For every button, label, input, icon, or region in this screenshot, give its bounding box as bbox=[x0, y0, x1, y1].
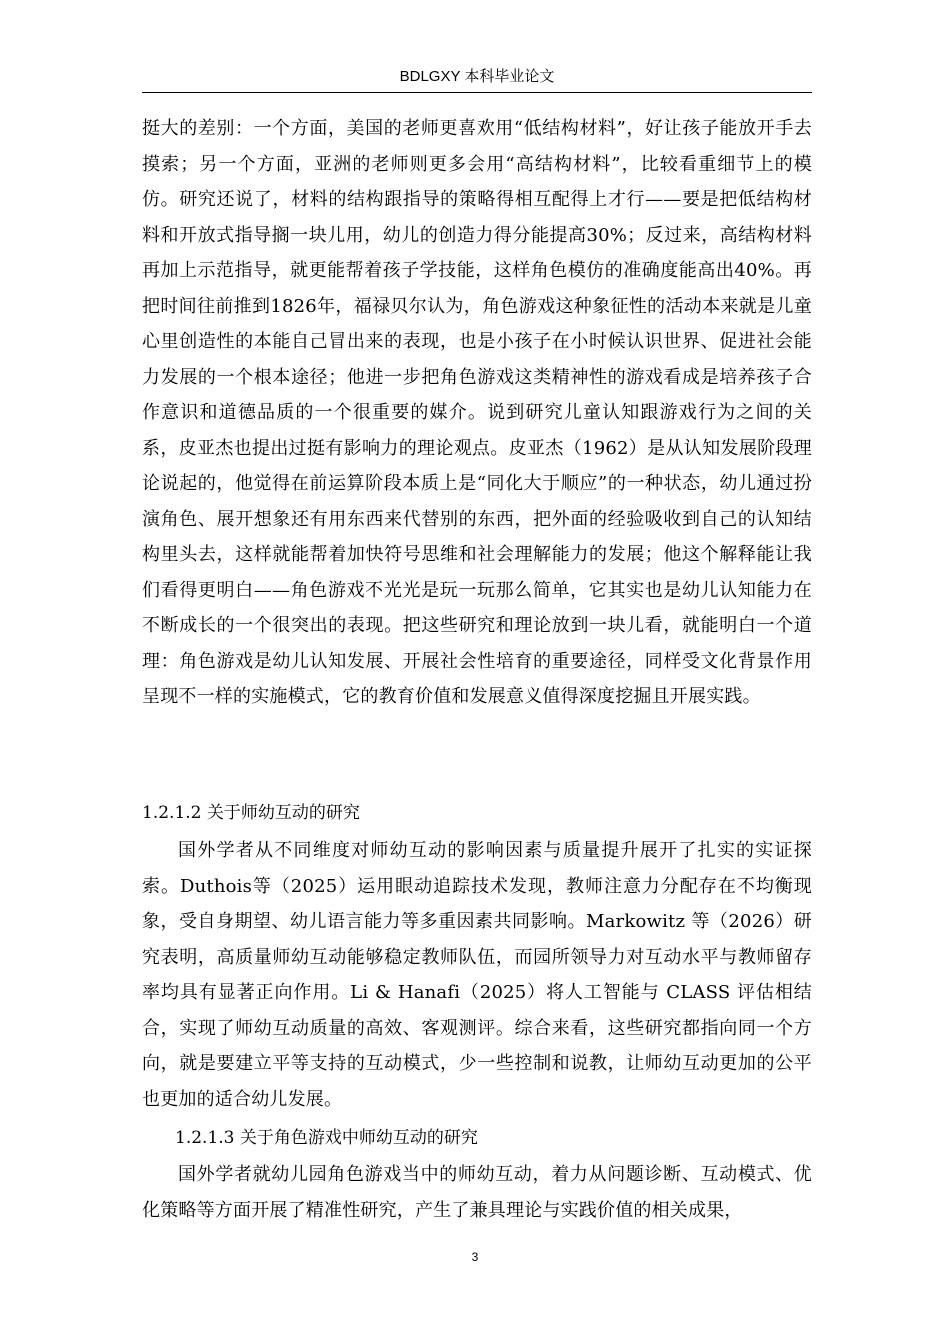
running-header: BDLGXY 本科毕业论文 bbox=[142, 62, 812, 93]
body-paragraph-2: 国外学者从不同维度对师幼互动的影响因素与质量提升展开了扎实的实证探索。Duthois等（2025）运用眼动追踪技术发现，教师注意力分配存在不均衡现象，受自身期望、幼儿语言能力等多重因素共同影响。Markowitz 等（2026）研究表明，高质量师幼互动能够稳定教师队伍，而园所领导力对互动水平与教师留存率均具有显著正向作用。Li & Hanafi（2025）将人工智能与 CLASS 评估相结合，实现了师幼互动质量的高效、客观测评。综合来看，这些研究都指向同一个方向，就是要建立平等支持的互动模式，少一些控制和说教，让师幼互动更加的公平也更加的适合幼儿发展。 bbox=[142, 840, 812, 1110]
body-paragraph-3: 国外学者就幼儿园角色游戏当中的师幼互动，着力从问题诊断、互动模式、优化策略等方面开展了精准性研究，产生了兼具理论与实践价值的相关成果， bbox=[142, 1164, 812, 1221]
body-paragraph-1: 挺大的差别：一个方面，美国的老师更喜欢用“低结构材料”，好让孩子能放开手去摸索；另一个方面，亚洲的老师则更多会用“高结构材料”，比较看重细节上的模仿。研究还说了，材料的结构跟指导的策略得相互配得上才行——要是把低结构材料和开放式指导搁一块儿用，幼儿的创造力得分能提高30%；反过来，高结构材料再加上示范指导，就更能帮着孩子学技能，这样角色模仿的准确度能高出40%。再把时间往前推到1826年，福禄贝尔认为，角色游戏这种象征性的活动本来就是儿童心里创造性的本能自己冒出来的表现，也是小孩子在小时候认识世界、促进社会能力发展的一个根本途径；他进一步把角色游戏这类精神性的游戏看成是培养孩子合作意识和道德品质的一个很重要的媒介。说到研究儿童认知跟游戏行为之间的关系，皮亚杰也提出过挺有影响力的理论观点。皮亚杰（1962）是从认知发展阶段理论说起的，他觉得在前运算阶段本质上是“同化大于顺应”的一种状态，幼儿通过扮演角色、展开想象还有用东西来代替别的东西，把外面的经验吸收到自己的认知结构里头去，这样就能帮着加快符号思维和社会理解能力的发展；他这个解释能让我们看得更明白——角色游戏不光光是玩一玩那么简单，它其实也是幼儿认知能力在不断成长的一个很突出的表现。把这些研究和理论放到一块儿看，就能明白一个道理：角色游戏是幼儿认知发展、开展社会性培育的重要途径，同样受文化背景作用呈现不一样的实施模式，它的教育价值和发展意义值得深度挖掘且开展实践。 bbox=[142, 118, 812, 707]
page-number: 3 bbox=[471, 1250, 479, 1264]
section-heading-1-2-1-2: 1.2.1.2 关于师幼互动的研究 bbox=[142, 803, 360, 823]
section-heading-1-2-1-3: 1.2.1.3 关于角色游戏中师幼互动的研究 bbox=[175, 1128, 478, 1148]
